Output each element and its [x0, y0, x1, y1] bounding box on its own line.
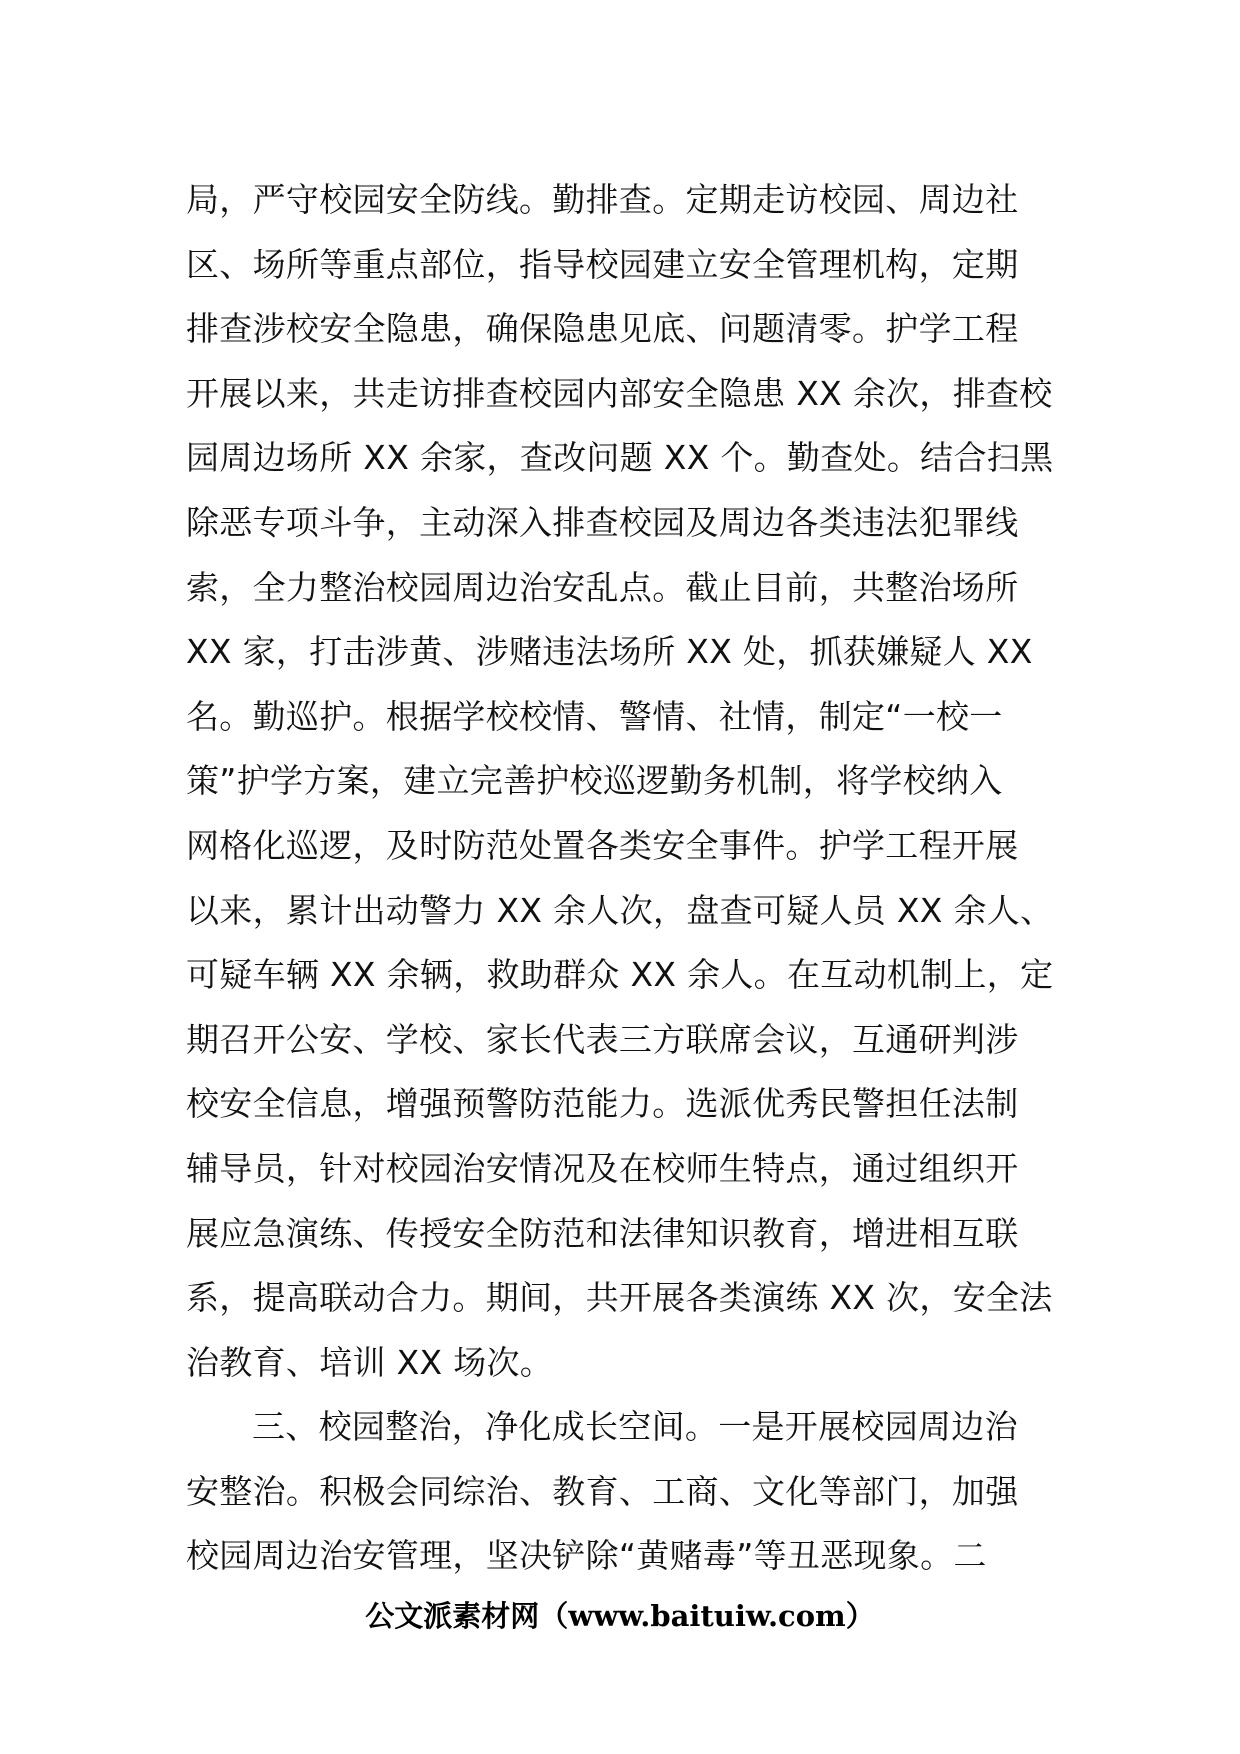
text-line: XX 家，打击涉黄、涉赌违法场所 XX 处，抓获嫌疑人 XX	[186, 632, 1033, 672]
text-line: 系，提高联动合力。期间，共开展各类演练 XX 次，安全法	[186, 1278, 1053, 1318]
text-line: 期召开公安、学校、家长代表三方联席会议，互通研判涉	[186, 1019, 1019, 1059]
text-line: 开展以来，共走访排查校园内部安全隐患 XX 余次，排查校	[186, 373, 1053, 413]
text-line: 区、场所等重点部位，指导校园建立安全管理机构，定期	[186, 244, 1019, 284]
text-line: 排查涉校安全隐患，确保隐患见底、问题清零。护学工程	[186, 309, 1019, 349]
footer-watermark: 公文派素材网（www.baituiw.com）	[365, 1599, 875, 1633]
text-line: 除恶专项斗争，主动深入排查校园及周边各类违法犯罪线	[186, 502, 1019, 542]
text-line: 可疑车辆 XX 余辆，救助群众 XX 余人。在互动机制上，定	[186, 955, 1054, 995]
text-line: 治教育、培训 XX 场次。	[186, 1342, 554, 1382]
text-line: 名。勤巡护。根据学校校情、警情、社情，制定“一校一	[186, 696, 1003, 736]
text-line: 校园周边治安管理，坚决铲除“黄赌毒”等丑恶现象。二	[186, 1536, 987, 1576]
text-line: 索，全力整治校园周边治安乱点。截止目前，共整治场所	[186, 567, 1019, 607]
section-heading-line: 三、校园整治，净化成长空间。一是开展校园周边治	[252, 1407, 1018, 1447]
text-line: 安整治。积极会同综治、教育、工商、文化等部门，加强	[186, 1471, 1019, 1511]
text-line: 以来，累计出动警力 XX 余人次，盘查可疑人员 XX 余人、	[186, 890, 1054, 930]
text-line: 局，严守校园安全防线。勤排查。定期走访校园、周边社	[186, 180, 1019, 219]
body-text	[186, 168, 1054, 1589]
text-line: 策”护学方案，建立完善护校巡逻勤务机制，将学校纳入	[186, 761, 1003, 801]
text-line: 辅导员，针对校园治安情况及在校师生特点，通过组织开	[186, 1148, 1019, 1188]
text-line: 校安全信息，增强预警防范能力。选派优秀民警担任法制	[186, 1084, 1019, 1124]
text-line: 园周边场所 XX 余家，查改问题 XX 个。勤查处。结合扫黑	[186, 438, 1054, 478]
text-line: 展应急演练、传授安全防范和法律知识教育，增进相互联	[186, 1213, 1019, 1253]
text-line: 网格化巡逻，及时防范处置各类安全事件。护学工程开展	[186, 825, 1019, 865]
